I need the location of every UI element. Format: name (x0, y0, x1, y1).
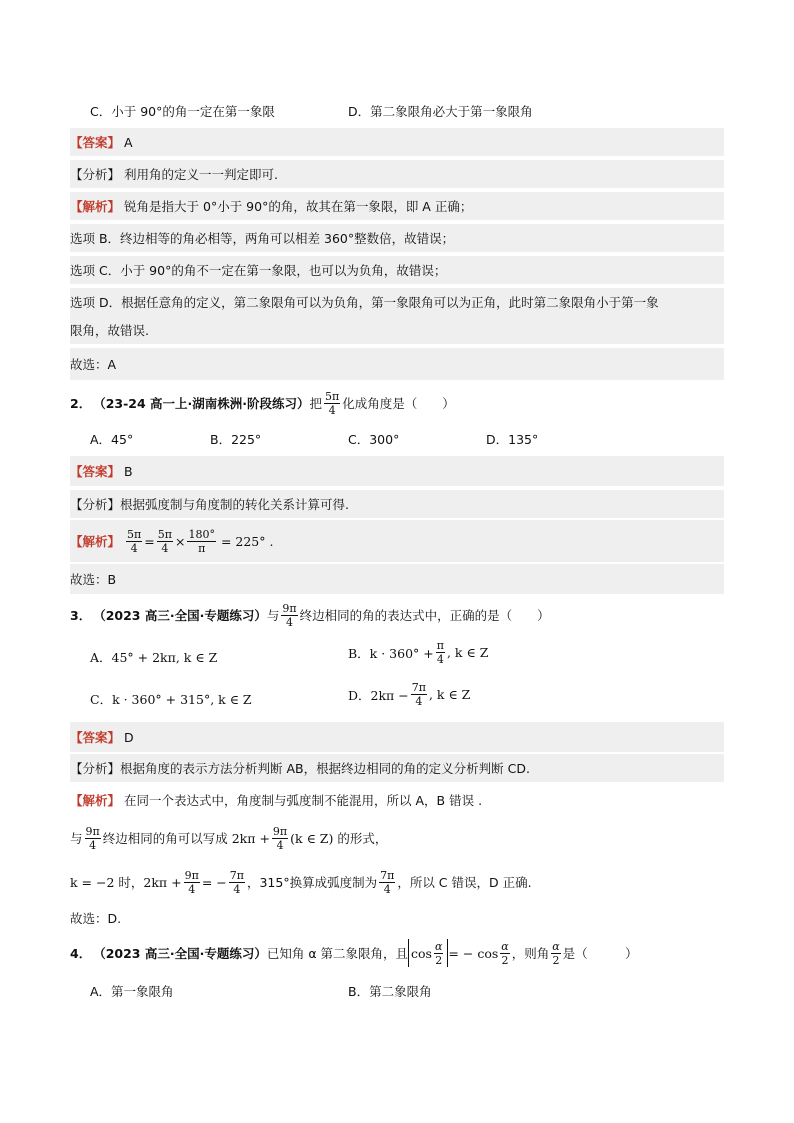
option-text: B．第二象限角 (348, 984, 432, 999)
answer-value: B (124, 463, 133, 479)
fraction (379, 870, 395, 895)
solution-line: 限角，故错误. (70, 323, 149, 338)
option-text: D．2kπ − (348, 687, 409, 703)
answer-tag: 【答案】 (70, 730, 121, 745)
option-text: A．45° + 2kπ, k ∈ Z (90, 650, 218, 665)
q1-line-d1 (70, 288, 724, 316)
stem-text: 与 (266, 608, 280, 623)
q1-analysis (70, 160, 724, 188)
stem-text: 把 (309, 396, 323, 411)
solution-tag: 【解析】 (70, 534, 121, 549)
numerator: 7π (229, 868, 244, 882)
numerator: 7π (411, 681, 426, 694)
analysis-text: 根据角度的表示方法分析判断 AB，根据终边相同的角的定义分析判断 CD. (120, 761, 530, 776)
fraction (436, 640, 445, 665)
option-text: , k ∈ Z (428, 687, 471, 702)
numerator: 7π (380, 868, 395, 882)
option-text: C．k · 360° + 315°, k ∈ Z (90, 692, 252, 707)
numerator: π (436, 639, 444, 652)
math-op: = (144, 533, 155, 549)
q2-analysis (70, 490, 724, 518)
fraction (324, 391, 340, 416)
solution-tag: 【解析】 (70, 199, 121, 214)
q3-option-b (348, 640, 488, 665)
fraction (229, 870, 245, 895)
option-text: A．第一象限角 (90, 984, 174, 999)
q3-choose (70, 904, 724, 932)
q1-solution (70, 192, 724, 220)
q2-option-a (90, 430, 133, 448)
q3-solution-line-2 (70, 818, 724, 858)
q3-analysis (70, 754, 724, 782)
q3-solution-line-3 (70, 862, 724, 902)
stem-text: ，则角 (511, 946, 550, 961)
fraction (187, 529, 216, 554)
fraction (434, 941, 443, 966)
question-number: 4． (70, 946, 92, 961)
denominator: 2 (435, 953, 443, 967)
q3-solution (70, 786, 724, 814)
fraction (272, 826, 288, 851)
q3-option-c (90, 690, 252, 708)
q1-line-d2 (70, 316, 724, 344)
solution-text: (k ∈ Z) 的形式， (290, 831, 388, 846)
numerator: α (501, 939, 509, 953)
answer-value: D (124, 729, 134, 745)
answer-tag: 【答案】 (70, 464, 121, 479)
solution-text: ，所以 C 错误，D 正确. (397, 875, 532, 890)
solution-text: = − (201, 874, 227, 890)
solution-line: 选项 C．小于 90°的角不一定在第一象限，也可以为负角，故错误； (70, 263, 447, 278)
q4-option-b (348, 982, 432, 1000)
option-text: B．k · 360° + (348, 645, 434, 661)
q2-option-c (348, 430, 399, 448)
denominator: 4 (436, 653, 444, 666)
numerator: 9π (85, 824, 100, 838)
solution-text: 锐角是指大于 0°小于 90°的角，故其在第一象限，即 A 正确； (124, 199, 473, 214)
denominator: 4 (89, 838, 97, 852)
analysis-text: 根据弧度制与角度制的转化关系计算可得. (120, 497, 349, 512)
question-source: （2023 高三·全国·专题练习） (93, 608, 267, 623)
q3-stem (70, 598, 724, 632)
denominator: 2 (552, 953, 560, 967)
denominator: 4 (415, 695, 423, 708)
solution-text: 在同一个表达式中，角度制与弧度制不能混用，所以 A，B 错误 . (124, 793, 483, 808)
solution-text: 与 (70, 831, 83, 846)
fraction (281, 603, 297, 628)
stem-text: 是（ ） (562, 946, 638, 961)
numerator: 9π (272, 824, 288, 838)
q3-option-d (348, 682, 470, 707)
option-text: D．135° (486, 432, 539, 447)
analysis-text: 利用角的定义一一判定即可. (124, 167, 278, 182)
fraction (500, 941, 509, 966)
denominator: 4 (130, 541, 138, 555)
solution-text: ，315°换算成弧度制为 (246, 875, 378, 890)
solution-text: k = −2 时，2kπ + (70, 875, 182, 890)
fraction (157, 529, 173, 554)
q4-option-a (90, 982, 174, 1000)
numerator: α (552, 939, 560, 953)
q2-answer (70, 456, 724, 486)
q1-answer (70, 128, 724, 156)
analysis-tag: 【分析】 (70, 167, 121, 182)
math-op: × (174, 533, 186, 549)
numerator: 5π (325, 389, 340, 403)
q2-option-d (486, 430, 538, 448)
choose-text: 故选：A (70, 357, 117, 372)
numerator: 5π (157, 527, 172, 541)
q1-option-c-text: C．小于 90°的角一定在第一象限 (90, 104, 275, 119)
math-fn: cos (411, 945, 432, 961)
stem-text: 化成角度是（ ） (342, 396, 455, 411)
denominator: 4 (285, 615, 293, 629)
option-text: A．45° (90, 432, 134, 447)
numerator: 9π (282, 601, 297, 615)
fraction (85, 826, 101, 851)
q2-option-b (210, 430, 261, 448)
q1-line-b (70, 224, 724, 252)
q2-stem (70, 386, 724, 420)
analysis-tag: 【分析】 (70, 497, 121, 512)
question-number: 2． (70, 396, 92, 411)
fraction (126, 529, 142, 554)
fraction (551, 941, 560, 966)
q1-option-d-text: D．第二象限角必大于第一象限角 (348, 104, 533, 119)
math-op: = 225° . (220, 533, 274, 549)
denominator: 4 (328, 403, 336, 417)
stem-text: 已知角 α 第二象限角，且 (266, 946, 409, 961)
math-op: = − cos (448, 945, 499, 961)
q3-answer (70, 722, 724, 752)
q4-stem (70, 934, 724, 972)
solution-line: 选项 D．根据任意角的定义，第二象限角可以为负角，第一象限角可以为正角，此时第二象限角小于第一象 (70, 295, 659, 310)
stem-text: 终边相同的角的表达式中，正确的是（ ） (299, 608, 550, 623)
denominator: 4 (188, 882, 196, 896)
numerator: 180° (188, 527, 215, 541)
option-text: B．225° (210, 432, 262, 447)
option-text: , k ∈ Z (446, 645, 489, 660)
answer-value: A (124, 134, 133, 150)
q1-option-d (348, 102, 533, 120)
q2-choose (70, 564, 724, 594)
question-source: （2023 高三·全国·专题练习） (93, 946, 267, 961)
question-source: （23-24 高一上·湖南株洲·阶段练习） (93, 396, 310, 411)
choose-text: 故选：D. (70, 911, 122, 926)
numerator: 9π (184, 868, 199, 882)
q1-choose (70, 348, 724, 380)
denominator: 4 (276, 838, 284, 852)
q3-option-a (90, 648, 217, 666)
numerator: α (434, 939, 443, 953)
denominator: 2 (501, 953, 509, 967)
numerator: 5π (127, 527, 142, 541)
q1-option-c (90, 102, 275, 120)
solution-line: 选项 B．终边相等的角必相等，两角可以相差 360°整数倍，故错误； (70, 231, 455, 246)
analysis-tag: 【分析】 (70, 761, 121, 776)
fraction (184, 870, 200, 895)
absolute-value (408, 939, 448, 967)
solution-tag: 【解析】 (70, 793, 121, 808)
option-text: C．300° (348, 432, 400, 447)
denominator: 4 (161, 541, 169, 555)
q2-solution (70, 520, 724, 562)
fraction (411, 682, 427, 707)
denominator: 4 (233, 882, 241, 896)
answer-tag: 【答案】 (70, 135, 121, 150)
q1-line-c (70, 256, 724, 284)
denominator: 4 (383, 882, 391, 896)
denominator: π (198, 541, 206, 555)
choose-text: 故选：B (70, 572, 117, 587)
solution-text: 终边相同的角可以写成 2kπ + (102, 831, 270, 846)
question-number: 3． (70, 608, 92, 623)
